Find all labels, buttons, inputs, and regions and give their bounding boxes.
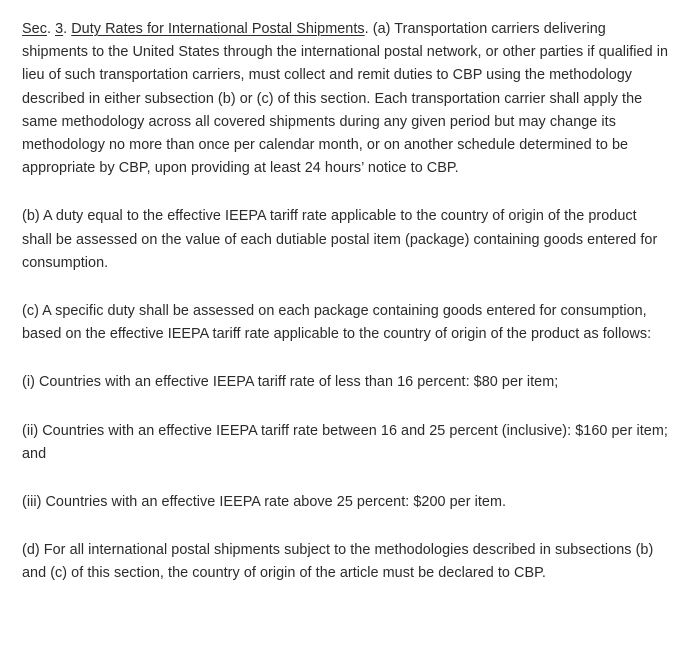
paragraph-d: (d) For all international postal shipments subject to the methodologies described in subsections (b) and (c) of this section, the country of origin of the article must be declared to CBP. xyxy=(22,542,654,582)
section-number: 3 xyxy=(55,21,64,37)
section-label: Sec xyxy=(22,21,47,37)
list-item-i: (i) Countries with an effective IEEPA tariff rate of less than 16 percent: $80 per item; xyxy=(22,374,559,391)
section-heading: Duty Rates for International Postal Shipments xyxy=(71,21,365,37)
paragraph-a-text: (a) Transportation carriers delivering shipments to the United States through the international postal network, or other parties if qualified in lieu of such transportation carriers, must collect and remit duties to CBP using the methodology described in either subsection (b) or (c) of this section. Each transportation carrier shall apply the same methodology across all covered shipments during any given period but may change its methodology no more than once per calendar month, or on another schedule determined to be appropriate by CBP, upon providing at least 24 hours’ notice to CBP. xyxy=(22,21,669,177)
paragraph-c: (c) A specific duty shall be assessed on each package containing goods entered for consumption, based on the effective IEEPA tariff rate applicable to the country of origin of the product as follows: xyxy=(22,303,652,343)
list-item-ii: (ii) Countries with an effective IEEPA tariff rate between 16 and 25 percent (inclusive): $160 per item; and xyxy=(22,422,668,462)
paragraph-b: (b) A duty equal to the effective IEEPA tariff rate applicable to the country of origin of the product shall be assessed on the value of each dutiable postal item (package) containing goods entered for consumption. xyxy=(22,208,658,271)
paragraph-a: Sec. 3. Duty Rates for International Postal Shipments. (a) Transportation carriers delivering shipments to the United States through the international postal network, or other parties if qualified in lieu of such transportation carriers, must collect and remit duties to CBP using the methodology described in either subsection (b) or (c) of this section. Each transportation carrier shall apply the same methodology across all covered shipments during any given period but may change its methodology no more than once per calendar month, or on another schedule determined to be appropriate by CBP, upon providing at least 24 hours’ notice to CBP. xyxy=(22,21,669,177)
list-item-iii: (iii) Countries with an effective IEEPA rate above 25 percent: $200 per item. xyxy=(22,494,507,511)
